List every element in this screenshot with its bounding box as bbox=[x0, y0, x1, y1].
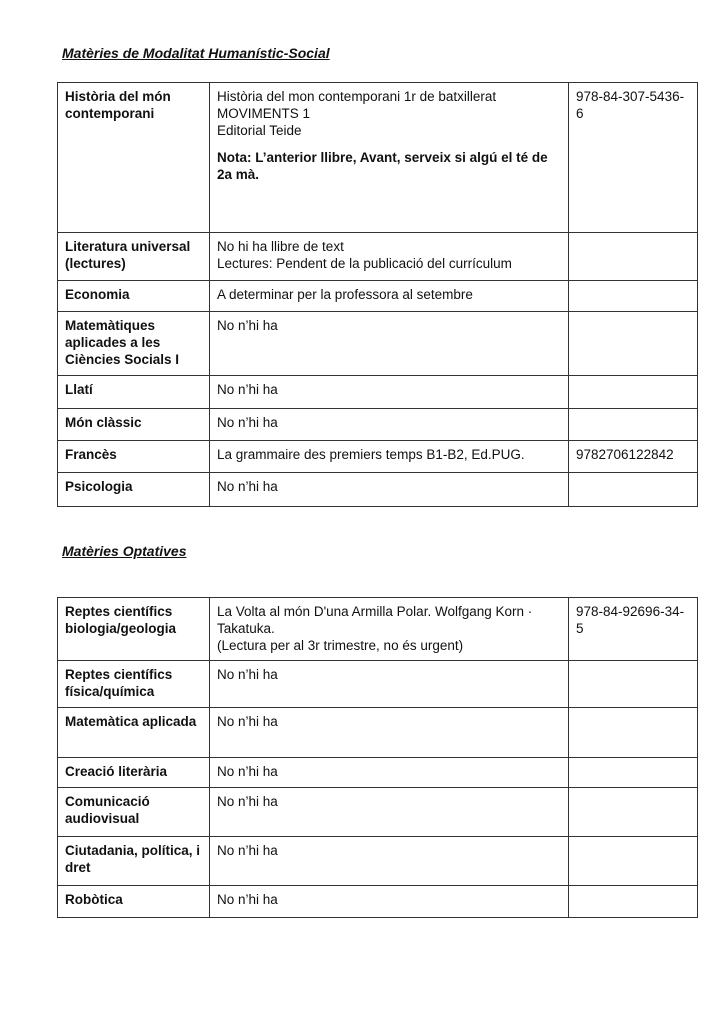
book-line: Història del mon contemporani 1r de batxillerat bbox=[217, 89, 497, 104]
table-row bbox=[58, 473, 698, 507]
book-cell bbox=[210, 598, 569, 661]
table-row bbox=[58, 233, 698, 281]
book-line: MOVIMENTS 1 bbox=[217, 106, 311, 121]
table-row bbox=[58, 598, 698, 661]
book-cell bbox=[210, 788, 569, 837]
subject-cell: Psicologia bbox=[58, 473, 210, 507]
subject-cell: Creació literària bbox=[58, 758, 210, 788]
table-row bbox=[58, 708, 698, 758]
isbn-cell: 978-84-92696-34-5 bbox=[569, 598, 698, 661]
book-line: No n’hi ha bbox=[217, 764, 278, 779]
isbn-cell: 9782706122842 bbox=[569, 441, 698, 473]
book-line: No n’hi ha bbox=[217, 714, 278, 729]
book-line: No n’hi ha bbox=[217, 794, 278, 809]
subject-cell: Comunicació audiovisual bbox=[58, 788, 210, 837]
table-row bbox=[58, 441, 698, 473]
subject-cell: Robòtica bbox=[58, 886, 210, 918]
table-row bbox=[58, 758, 698, 788]
book-cell bbox=[210, 312, 569, 376]
book-cell bbox=[210, 281, 569, 312]
book-line: No n’hi ha bbox=[217, 892, 278, 907]
book-line: No n’hi ha bbox=[217, 479, 278, 494]
book-line: No n’hi ha bbox=[217, 415, 278, 430]
subject-cell: Matemàtiques aplicades a les Ciències Socials I bbox=[58, 312, 210, 376]
book-cell bbox=[210, 473, 569, 507]
book-cell bbox=[210, 441, 569, 473]
table-row bbox=[58, 409, 698, 441]
book-cell bbox=[210, 233, 569, 281]
book-line: Editorial Teide bbox=[217, 123, 302, 138]
book-line: No n’hi ha bbox=[217, 318, 278, 333]
book-line: No n’hi ha bbox=[217, 667, 278, 682]
books-table-humanistic-social bbox=[57, 82, 698, 507]
isbn-cell bbox=[569, 409, 698, 441]
isbn-cell bbox=[569, 281, 698, 312]
subject-cell: Llatí bbox=[58, 376, 210, 409]
book-cell bbox=[210, 661, 569, 708]
book-line: No hi ha llibre de text bbox=[217, 239, 344, 254]
books-table-optatives bbox=[57, 597, 698, 918]
subject-cell: Món clàssic bbox=[58, 409, 210, 441]
book-line: La Volta al món D'una Armilla Polar. Wolfgang Korn · Takatuka. bbox=[217, 604, 533, 636]
book-line: No n’hi ha bbox=[217, 382, 278, 397]
section-title-humanistic-social: Matèries de Modalitat Humanístic-Social bbox=[62, 45, 330, 61]
isbn-cell bbox=[569, 788, 698, 837]
book-cell bbox=[210, 758, 569, 788]
table-row bbox=[58, 312, 698, 376]
table-row bbox=[58, 281, 698, 312]
subject-cell: Ciutadania, política, i dret bbox=[58, 837, 210, 886]
isbn-cell bbox=[569, 312, 698, 376]
isbn-cell bbox=[569, 661, 698, 708]
isbn-cell bbox=[569, 708, 698, 758]
isbn-cell: 978-84-307-5436-6 bbox=[569, 83, 698, 233]
subject-cell: Reptes científics física/química bbox=[58, 661, 210, 708]
subject-cell: Economia bbox=[58, 281, 210, 312]
book-line: A determinar per la professora al setembre bbox=[217, 287, 473, 302]
book-line: (Lectura per al 3r trimestre, no és urgent) bbox=[217, 638, 464, 653]
section-title-optatives: Matèries Optatives bbox=[62, 543, 187, 559]
table-row bbox=[58, 376, 698, 409]
book-cell bbox=[210, 376, 569, 409]
book-cell bbox=[210, 708, 569, 758]
book-cell bbox=[210, 886, 569, 918]
table-row bbox=[58, 83, 698, 233]
isbn-cell bbox=[569, 837, 698, 886]
isbn-cell bbox=[569, 376, 698, 409]
subject-cell: Reptes científics biologia/geologia bbox=[58, 598, 210, 661]
table-row bbox=[58, 788, 698, 837]
table-row bbox=[58, 886, 698, 918]
book-line: Lectures: Pendent de la publicació del currículum bbox=[217, 256, 512, 271]
isbn-cell bbox=[569, 758, 698, 788]
book-line: No n’hi ha bbox=[217, 843, 278, 858]
book-cell bbox=[210, 409, 569, 441]
book-note: Nota: L’anterior llibre, Avant, serveix si algú el té de 2a mà. bbox=[217, 150, 548, 182]
isbn-cell bbox=[569, 886, 698, 918]
subject-cell: Matemàtica aplicada bbox=[58, 708, 210, 758]
isbn-cell bbox=[569, 233, 698, 281]
book-cell bbox=[210, 837, 569, 886]
subject-cell: Francès bbox=[58, 441, 210, 473]
table-row bbox=[58, 661, 698, 708]
subject-cell: Història del món contemporani bbox=[58, 83, 210, 233]
isbn-cell bbox=[569, 473, 698, 507]
subject-cell: Literatura universal (lectures) bbox=[58, 233, 210, 281]
book-cell bbox=[210, 83, 569, 233]
table-row bbox=[58, 837, 698, 886]
book-line: La grammaire des premiers temps B1-B2, Ed.PUG. bbox=[217, 447, 525, 462]
